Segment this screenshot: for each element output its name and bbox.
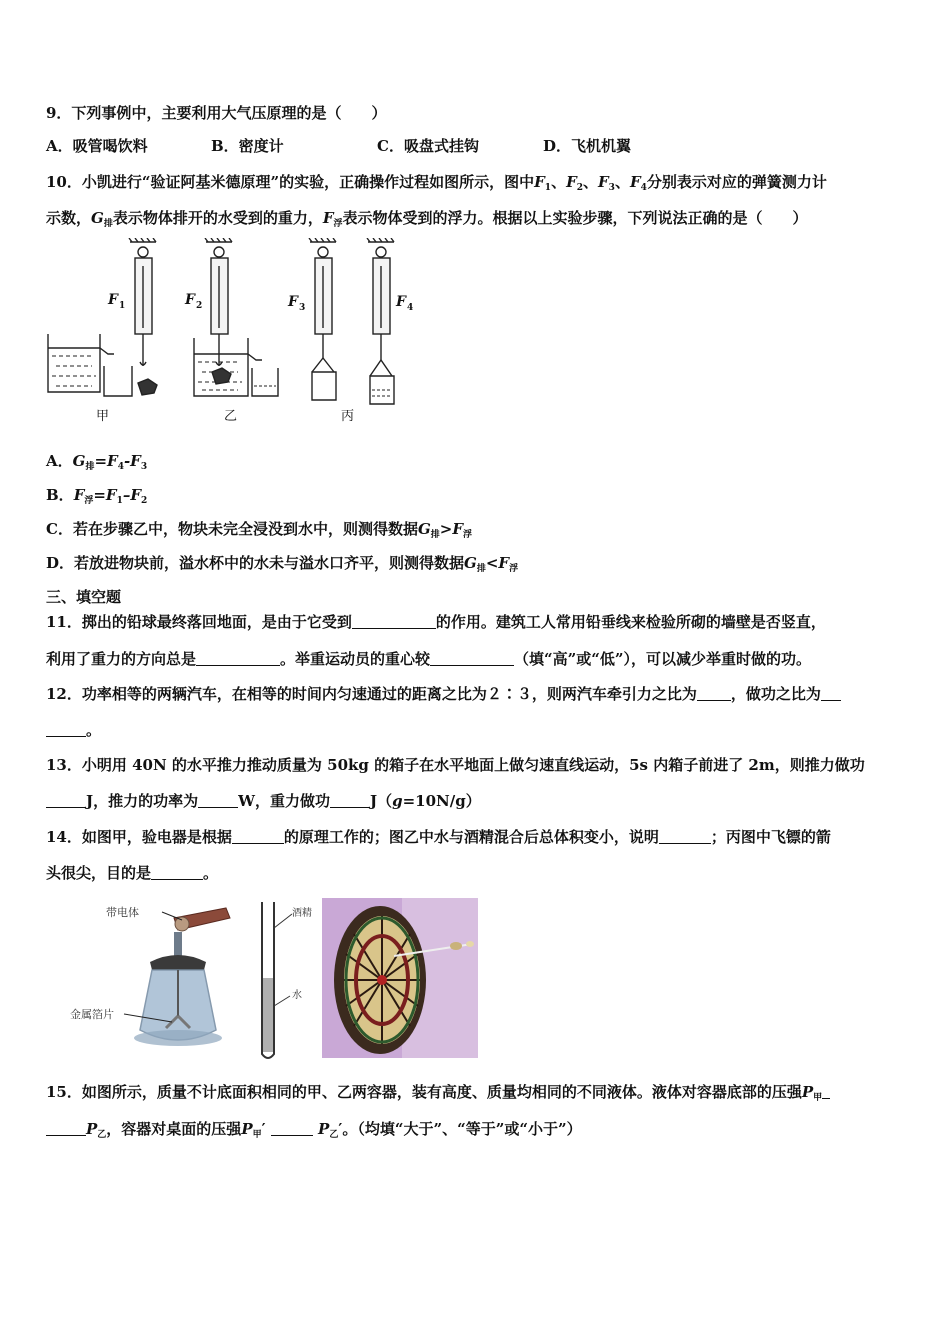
q15-blank-2[interactable]: [271, 1121, 313, 1136]
q12-line1: 12．功率相等的两辆汽车，在相等的时间内匀速通过的距离之比为２∶３，则两汽车牵引力之比为 ，做功之比为: [46, 684, 841, 704]
q12-line2: 。: [46, 720, 101, 740]
q10-archimedes-figure: [44, 238, 424, 428]
q10-fig-caption-yi: 乙: [224, 409, 238, 424]
q11-line2: 利用了重力的方向总是 。举重运动员的重心较 （填“高”或“低”），可以减少举重时做的功。: [46, 650, 812, 668]
q14-blank-2[interactable]: [659, 829, 711, 844]
q9-option-d: D．飞机机翼: [543, 137, 632, 155]
q10-fig-sub-2: 2: [196, 301, 203, 311]
q10-fig-label-f1: F: [108, 292, 118, 308]
q15-line2: $P_乙$，容器对桌面的压强$P_甲'$ $P_乙'$。（均填“大于”、“等于”或“小于”）: [46, 1119, 582, 1145]
q15-line1: 15．如图所示，质量不计底面积相同的甲、乙两容器，装有高度、质量均相同的不同液体。液体对容器底部的压强$P_甲$: [46, 1082, 830, 1108]
q9-option-c: C．吸盘式挂钩: [377, 137, 479, 155]
q9-stem: 9．下列事例中，主要利用大气压原理的是（ ）: [46, 104, 387, 122]
q13-blank-1[interactable]: [46, 793, 86, 808]
q14-electroscope-figure: [66, 898, 236, 1056]
q9-option-a: A．吸管喝饮料: [46, 137, 148, 155]
q14-line2: 头很尖，目的是 。: [46, 864, 219, 882]
q9-option-b: B．密度计: [211, 137, 284, 155]
q10-fig-sub-4: 4: [407, 303, 414, 313]
q14-fig-label-water: 水: [292, 990, 302, 1001]
q10-fig-sub-1: 1: [119, 301, 126, 311]
q13-line1: 13．小明用 40N 的水平推力推动质量为 50kg 的箱子在水平地面上做匀速直线运动，5s 内箱子前进了 2m，则推力做功: [46, 756, 865, 774]
section-title-fill-in: 三、填空题: [46, 588, 122, 606]
q10-fig-sub-3: 3: [299, 303, 306, 313]
q14-fig-label-charged: 带电体: [106, 906, 139, 919]
q14-line1: 14．如图甲，验电器是根据 的原理工作的；图乙中水与酒精混合后总体积变小，说明 ；丙图中飞镖的箭: [46, 828, 831, 846]
q10-option-c: C．若在步骤乙中，物块未完全浸没到水中，则测得数据$G_排>F_浮$: [46, 520, 473, 540]
q11-blank-2[interactable]: [196, 651, 280, 666]
q10-fig-caption-bing: 丙: [341, 409, 355, 424]
q12-blank-1[interactable]: [697, 686, 731, 701]
q15-blank-1b[interactable]: [46, 1121, 86, 1136]
q10-option-a: A．$G_排=F_4-F_3$: [46, 452, 148, 472]
q10-fig-label-f2: F: [185, 292, 195, 308]
q12-blank-2a[interactable]: [821, 686, 841, 701]
q10-option-d: D．若放进物块前，溢水杯中的水未与溢水口齐平，则测得数据$G_排<F_浮$: [46, 554, 519, 574]
q13-line2: J，推力的功率为 W，重力做功 J（g=10N/g）: [46, 791, 481, 811]
q10-stem-line2: 示数，$G_排$表示物体排开的水受到的重力，$F_浮$表示物体受到的浮力。根据以上实验步骤，下列说法正确的是（ ）: [46, 209, 808, 229]
q10-fig-caption-jia: 甲: [96, 409, 110, 424]
q11-blank-3[interactable]: [430, 651, 514, 666]
q14-fig-label-alcohol: 酒精: [292, 908, 312, 919]
q14-tube-figure: [254, 898, 320, 1064]
q11-blank-1[interactable]: [352, 614, 436, 629]
q14-fig-label-foil: 金属箔片: [70, 1008, 114, 1021]
q10-fig-label-f3: F: [288, 294, 298, 310]
q13-blank-3[interactable]: [330, 793, 370, 808]
q14-blank-3[interactable]: [151, 865, 203, 880]
q12-blank-2b[interactable]: [46, 722, 86, 737]
q10-option-b: B．$F_浮=F_1-F_2$: [46, 486, 148, 506]
q14-blank-1[interactable]: [232, 829, 284, 844]
q14-dartboard-figure: [322, 898, 478, 1058]
q15-blank-1a[interactable]: [822, 1084, 830, 1099]
q13-blank-2[interactable]: [198, 793, 238, 808]
q10-fig-label-f4: F: [396, 294, 406, 310]
q10-stem-line1: 10．小凯进行“验证阿基米德原理”的实验，正确操作过程如图所示，图中$F_1$、$F_2$、$F_3$、$F_4$分别表示对应的弹簧测力计: [46, 173, 827, 193]
q11-line1: 11．掷出的铅球最终落回地面，是由于它受到 的作用。建筑工人常用铅垂线来检验所砌的墙壁是否竖直，: [46, 613, 826, 631]
